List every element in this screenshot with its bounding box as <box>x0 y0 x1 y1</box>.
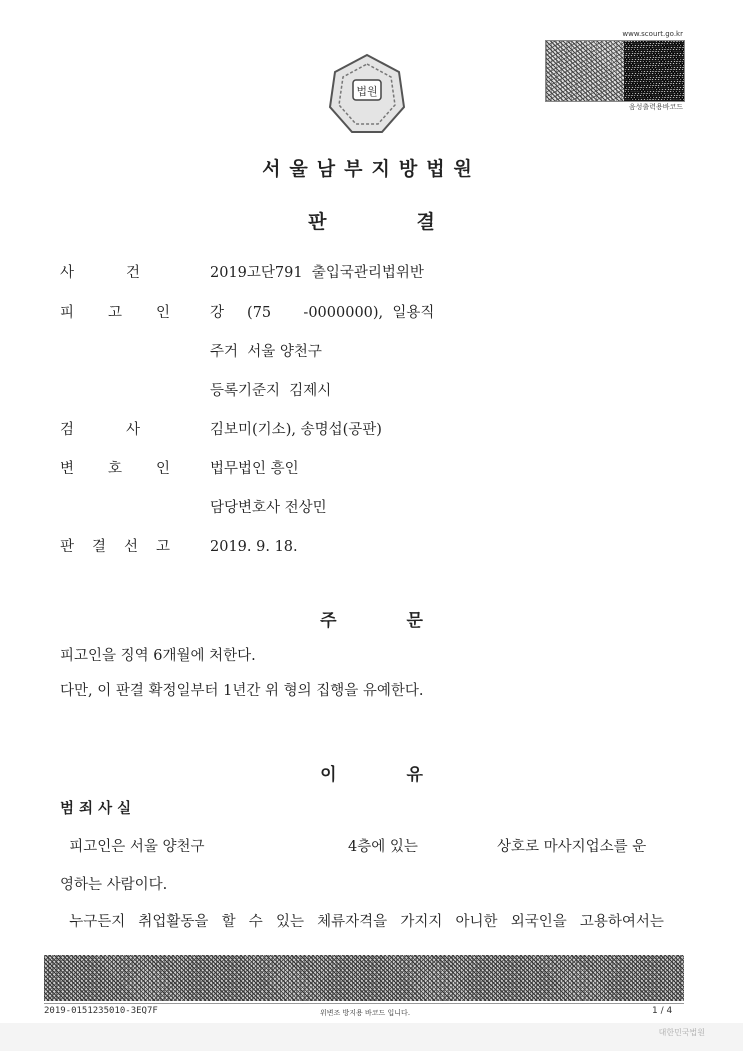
court-url: www.scourt.go.kr <box>622 30 683 38</box>
page-number: 1 / 4 <box>652 1006 673 1016</box>
field-value: 2019고단791 출입국관리법위반 <box>210 265 424 281</box>
field-value: 강 (75 -0000000), 일용직 <box>210 305 435 321</box>
field-value: 주거 서울 양천구 <box>210 344 322 360</box>
field-label: 변 호 인 <box>60 461 170 477</box>
court-watermark: 대한민국법원 <box>658 1028 705 1037</box>
order-heading: 주 문 <box>320 611 423 631</box>
reason-line-1c: 상호로 마사지업소를 운 <box>497 839 647 855</box>
crime-facts-heading: 범 죄 사 실 <box>60 801 132 817</box>
document-code: 2019-0151235010-3EQ7F <box>44 1006 158 1016</box>
field-value: 담당변호사 전상민 <box>210 500 327 516</box>
judgment-title: 판 결 <box>308 211 435 233</box>
court-name: 서울남부지방법원 <box>262 158 481 180</box>
qr-code-area <box>545 30 685 112</box>
qr-label: 음성출력용바코드 <box>628 103 683 111</box>
anti-forgery-barcode <box>44 955 684 1001</box>
qr-code <box>545 40 685 102</box>
barcode-notice: 위변조 방지용 바코드 입니다. <box>320 1009 411 1017</box>
field-value: 김보미(기소), 송명섭(공판) <box>210 422 382 438</box>
reason-line-2: 영하는 사람이다. <box>60 877 168 893</box>
field-value: 2019. 9. 18. <box>210 539 298 555</box>
court-seal-icon <box>325 52 409 136</box>
reason-line-3: 누구든지 취업활동을 할 수 있는 체류자격을 가지지 아니한 외국인을 고용하여서는 <box>60 914 664 930</box>
field-label: 판 결 선 고 <box>60 539 170 555</box>
order-line-2: 다만, 이 판결 확정일부터 1년간 위 형의 집행을 유예한다. <box>60 683 424 699</box>
order-line-1: 피고인을 징역 6개월에 처한다. <box>60 648 256 664</box>
reason-line-1a: 피고인은 서울 양천구 <box>60 839 205 855</box>
reason-line-1b: 4층에 있는 <box>348 839 418 855</box>
field-label: 사 건 <box>60 265 140 281</box>
field-label: 검 사 <box>60 422 140 438</box>
field-label: 피 고 인 <box>60 305 170 321</box>
field-value: 등록기준지 김제시 <box>210 383 332 399</box>
field-value: 법무법인 흥인 <box>210 461 299 477</box>
seal-text: 법원 <box>356 85 378 98</box>
footer-band <box>0 1023 743 1051</box>
reason-heading: 이 유 <box>320 765 423 785</box>
court-seal <box>325 52 409 136</box>
